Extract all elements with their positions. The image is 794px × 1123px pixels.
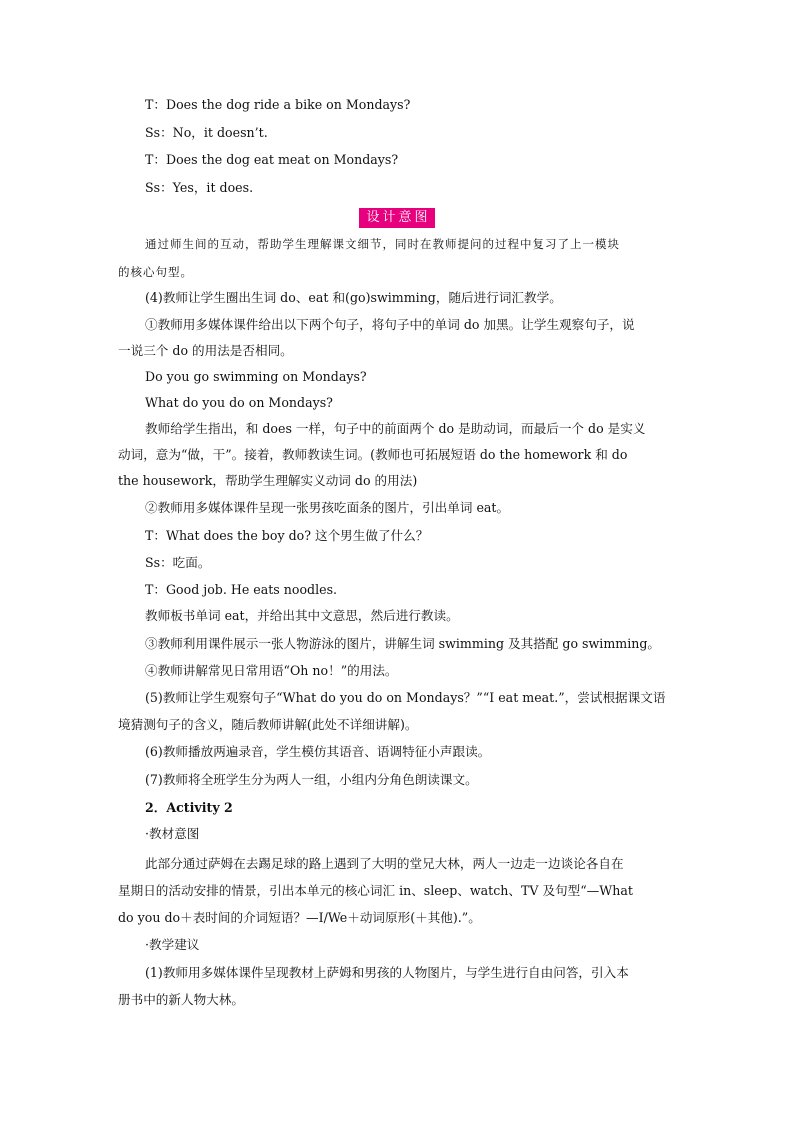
body-line: 动词，意为“做，干”。接着，教师教读生词。(教师也可拓展短语 do the homework 和 do: [118, 447, 628, 462]
body-line: 册书中的新人物大林。: [118, 992, 244, 1007]
section-heading: 2．Activity 2: [145, 800, 233, 815]
body-line: ③教师利用课件展示一张人物游泳的图片，讲解生词 swimming 及其搭配 go swimming。: [145, 636, 660, 651]
subsection-label: ·教材意图: [145, 826, 200, 841]
body-line: (4)教师让学生圈出生词 do、eat 和(go)swimming，随后进行词汇教学。: [145, 290, 562, 305]
example-sentence: What do you do on Mondays?: [145, 395, 333, 410]
dialogue-line: T：Good job. He eats noodles.: [145, 582, 338, 597]
body-line: 教师给学生指出，和 does 一样，句子中的前面两个 do 是助动词，而最后一个 do 是实义: [145, 421, 646, 436]
body-line: ②教师用多媒体课件呈现一张男孩吃面条的图片，引出单词 eat。: [145, 500, 510, 515]
dialogue-line: Ss：No，it doesn’t.: [145, 125, 268, 140]
body-line: (5)教师让学生观察句子“What do you do on Mondays？”“I eat meat.”，尝试根据课文语: [145, 690, 666, 705]
body-line: 教师板书单词 eat，并给出其中文意思，然后进行教读。: [145, 608, 459, 623]
body-line: 一说三个 do 的用法是否相同。: [118, 343, 293, 358]
body-line: ④教师讲解常见日常用语“Oh no！”的用法。: [145, 663, 398, 678]
body-line: ①教师用多媒体课件给出以下两个句子，将句子中的单词 do 加黑。让学生观察句子，说: [145, 317, 635, 332]
body-line: (6)教师播放两遍录音，学生模仿其语音、语调特征小声跟读。: [145, 744, 491, 759]
body-line: do you do＋表时间的介词短语？—I/We＋动词原形(＋其他).”。: [118, 910, 481, 925]
body-line: 境猜测句子的含义，随后教师讲解(此处不详细讲解)。: [118, 717, 418, 732]
dialogue-line: T：Does the dog eat meat on Mondays?: [145, 152, 399, 167]
design-intent-heading: [0, 206, 794, 228]
dialogue-line: T：Does the dog ride a bike on Mondays?: [145, 97, 411, 112]
subsection-label: ·教学建议: [145, 937, 200, 952]
body-line: 星期日的活动安排的情景，引出本单元的核心词汇 in、sleep、watch、TV 及句型“—What: [118, 883, 633, 898]
body-line: (7)教师将全班学生分为两人一组，小组内分角色朗读课文。: [145, 772, 478, 787]
design-intent-text: 的核心句型。: [118, 265, 193, 279]
dialogue-line: T：What does the boy do? 这个男生做了什么？: [145, 528, 429, 543]
body-line: (1)教师用多媒体课件呈现教材上萨姆和男孩的人物图片，与学生进行自由问答，引入本: [145, 965, 629, 980]
body-line: the housework，帮助学生理解实义动词 do 的用法): [118, 473, 418, 488]
dialogue-line: Ss：吃面。: [145, 555, 211, 570]
design-intent-text: 通过师生间的互动，帮助学生理解课文细节，同时在教师提问的过程中复习了上一模块: [145, 237, 620, 251]
design-intent-label: 设计意图: [359, 208, 434, 228]
body-line: 此部分通过萨姆在去踢足球的路上遇到了大明的堂兄大林，两人一边走一边谈论各自在: [145, 856, 624, 871]
example-sentence: Do you go swimming on Mondays?: [145, 369, 367, 384]
dialogue-line: Ss：Yes，it does.: [145, 180, 254, 195]
